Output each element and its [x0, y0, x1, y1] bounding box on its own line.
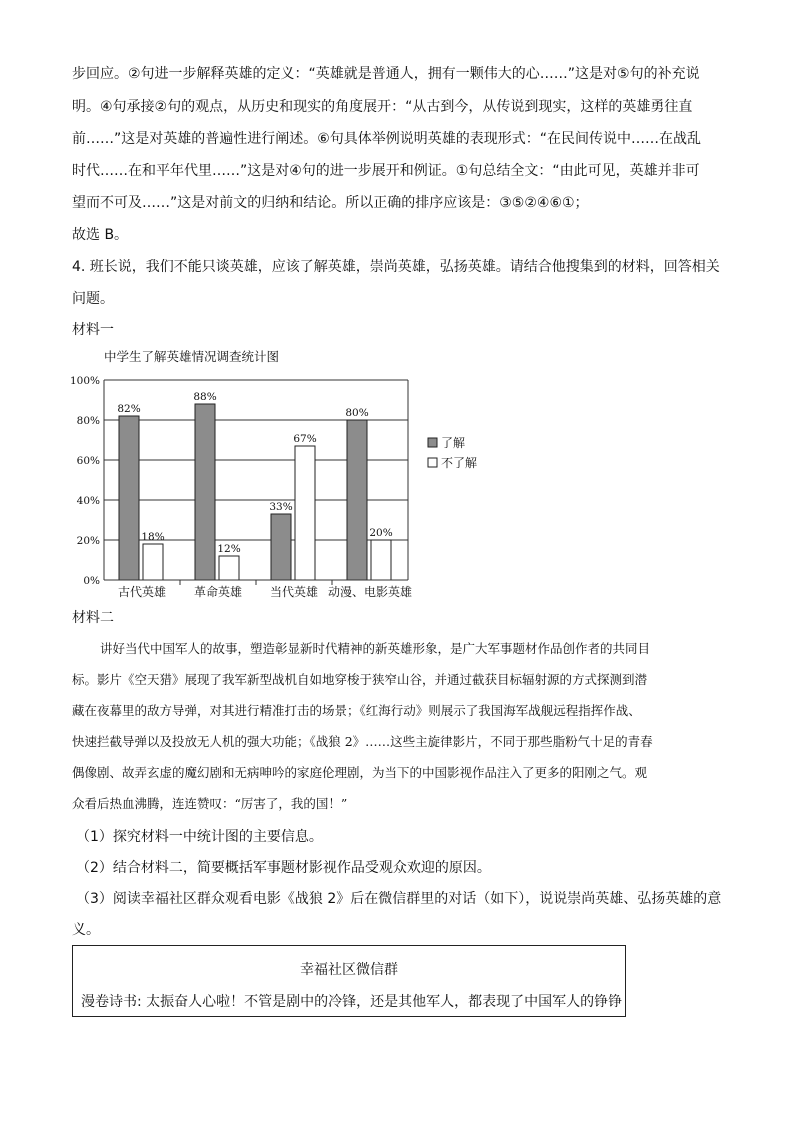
y-tick-label: 40%	[76, 495, 100, 507]
legend-swatch	[428, 438, 437, 447]
x-tick-label: 革命英雄	[193, 585, 243, 599]
bar-unknown	[295, 446, 315, 580]
data-label: 18%	[141, 531, 165, 543]
data-label: 82%	[117, 403, 141, 415]
text-line: 前……”这是对英雄的普遍性进行阐述。⑥句具体举例说明英雄的表现形式：“在民间传说中……在战乱	[72, 131, 702, 147]
material-2-line: 众看后热血沸腾，连连赞叹：“厉害了，我的国！”	[72, 796, 348, 811]
question-4: 4. 班长说，我们不能只谈英雄，应该了解英雄，崇尚英雄，弘扬英雄。请结合他搜集到的材料，回答相关	[72, 259, 720, 275]
data-label: 20%	[369, 527, 393, 539]
wechat-message: 漫卷诗书: 太振奋人心啦！不管是剧中的冷锋，还是其他军人，都表现了中国军人的铮铮	[81, 994, 623, 1010]
bar-unknown	[143, 544, 163, 580]
legend-label: 不了解	[441, 456, 478, 470]
bar-known	[271, 514, 291, 580]
legend-swatch	[428, 458, 437, 467]
material-2-line: 藏在夜幕里的敌方导弹，对其进行精准打击的场景；《红海行动》则展示了我国海军战舰远程指挥作战、	[72, 703, 641, 718]
data-label: 88%	[193, 391, 217, 403]
sub-question-3: （3）阅读幸福社区群众观看电影《战狼 2》后在微信群里的对话（如下），说说崇尚英雄、弘扬英雄的意	[76, 891, 722, 907]
y-tick-label: 20%	[76, 535, 100, 547]
x-tick-label: 动漫、电影英雄	[327, 585, 413, 599]
chart-title: 中学生了解英雄情况调查统计图	[104, 349, 280, 364]
bar-known	[347, 420, 367, 580]
text-line: 步回应。②句进一步解释英雄的定义：“英雄就是普通人，拥有一颗伟大的心……”这是对⑤句的补充说	[72, 66, 700, 82]
x-tick-label: 古代英雄	[117, 585, 167, 599]
text-line: 望而不可及……”这是对前文的归纳和结论。所以正确的排序应该是：③⑤②④⑥①；	[72, 195, 589, 211]
y-tick-label: 0%	[83, 575, 100, 587]
answer-line: 故选 B。	[72, 227, 129, 243]
sub-question-1: （1）探究材料一中统计图的主要信息。	[76, 829, 323, 845]
bar-known	[195, 404, 215, 580]
text-line: 明。④句承接②句的观点，从历史和现实的角度展开：“从古到今，从传说到现实，这样的英雄勇往直	[72, 99, 693, 115]
bar-unknown	[371, 540, 391, 580]
y-tick-label: 100%	[69, 375, 100, 387]
y-tick-label: 60%	[76, 455, 100, 467]
question-4-cont: 问题。	[72, 291, 114, 307]
data-label: 12%	[217, 543, 241, 555]
material-2-line: 标。影片《空天猎》展现了我军新型战机自如地穿梭于狭窄山谷，并通过截获目标辐射源的方式探测到潜	[72, 672, 648, 687]
text-line: 时代……在和平年代里……”这是对④句的进一步展开和例证。①句总结全文：“由此可见，英雄并非可	[72, 163, 700, 179]
material-2-line: 讲好当代中国军人的故事，塑造彰显新时代精神的新英雄形象，是广大军事题材作品创作者的共同目	[100, 641, 651, 656]
data-label: 67%	[293, 433, 317, 445]
bar-chart	[60, 340, 490, 612]
wechat-box	[72, 945, 626, 1017]
legend-label: 了解	[441, 436, 466, 450]
data-label: 80%	[345, 407, 369, 419]
material-2-line: 偶像剧、故弄玄虚的魔幻剧和无病呻吟的家庭伦理剧，为当下的中国影视作品注入了更多的阳刚之气。观	[72, 765, 648, 780]
wechat-title: 幸福社区微信群	[300, 962, 398, 978]
y-tick-label: 80%	[76, 415, 100, 427]
x-tick-label: 当代英雄	[269, 585, 319, 599]
sub-question-3-cont: 义。	[72, 922, 100, 938]
material-2-label: 材料二	[72, 610, 114, 626]
sub-question-2: （2）结合材料二，简要概括军事题材影视作品受观众欢迎的原因。	[76, 860, 491, 876]
material-2-line: 快速拦截导弹以及投放无人机的强大功能；《战狼 2》……这些主旋律影片，不同于那些脂粉气十足的青春	[72, 734, 653, 749]
material-1-label: 材料一	[72, 322, 114, 338]
bar-known	[119, 416, 139, 580]
bar-unknown	[219, 556, 239, 580]
data-label: 33%	[269, 501, 293, 513]
